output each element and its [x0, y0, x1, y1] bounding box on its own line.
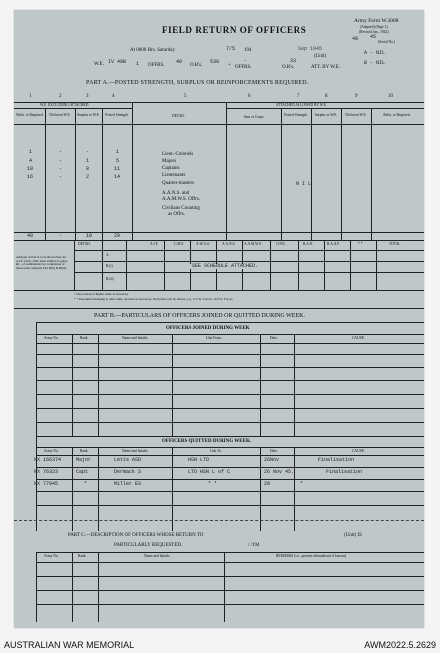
army-form-label: Army Form W.3008	[354, 18, 399, 24]
note-1: * Insert detail of higher ranks as necessary.	[74, 292, 129, 296]
offrs2-label: OFFRS.	[235, 65, 252, 70]
we-value: IV 40B	[108, 59, 127, 65]
form-title: FIELD RETURN OF OFFICERS	[162, 25, 307, 35]
offrs-value: 40	[176, 59, 183, 65]
unit-value: A - NIL	[364, 50, 386, 56]
plus-sign: +	[228, 63, 231, 68]
table-row: NX 77945 * Miller ES * * 29 *	[34, 481, 304, 487]
table-row: NX 76323 Capt Dermack S LTD HSN L of C 26 Nov 45. Finalisation	[34, 469, 363, 475]
rank-item: Captains	[162, 166, 180, 171]
part-b-heading: PART B.—PARTICULARS OF OFFICERS JOINED OR QUITTED DURING WEEK.	[94, 313, 305, 319]
we-excluding-label: W.E. EXCLUDING ATTACHED.	[40, 103, 90, 107]
offrs2-value: -	[244, 58, 248, 64]
part-c-unit-is: (Unit) IS	[344, 533, 362, 538]
part-c-heading: PART C.—DESCRIPTION OF OFFICERS WHOSE RETURN TO	[68, 533, 204, 538]
year-prefix: 194	[244, 48, 252, 53]
detail-label: DETAIL	[172, 114, 185, 118]
part-c-date-slot: / /194	[248, 543, 260, 548]
date-typed: 7/5	[226, 46, 236, 52]
table-row: NX 166374 Major Letts ASD HSN LTD 26Nov Finalisation	[34, 457, 355, 463]
table-row: 16 - 2 14	[27, 174, 121, 180]
we-label: W.E.	[94, 62, 104, 67]
nil-value: N I L	[296, 181, 312, 187]
rank-item: Civilians Counting	[162, 206, 200, 211]
form-sheet: Army Form W.3008 (Adapted) (Page 1) (Revised Jan., 1942) FIELD RETURN OF OFFICERS 48 45 (Serial No.) At 0600 Hrs. Saturday 7/5 194 Sep 1945 (Unit) A - NIL W.E. IV 40B 1 OFFRS. 40 O.R's. 539 + - OFFRS. 33 O.R's. ATT. BY W.E. B - NIL PART A.—POSTED STRENGTH, SURPLUS OR REINFORCEMENTS REQUIRED. 1 2 3 4 5 6 7 8 9 10 W.E. EXCLUDING ATTACHED. ATTACHED ALLOWED BY W.E. DETAIL Refts. to Required. Deficient W.E. Surplus to W.E. Posted Strength. Arm or Corps. Posted Strength. Surplus to W.E. Deficient W.E. Refts. to Required. Lieut.-Colonels Majors Captains Lieutenants Quarter-masters A.A.N.S. and A.A.M.W.S. Offrs. Civilians Counting as Offrs. 1 - - 1 4 - 1 5 19 - 8 11 16 - 2 14 N I L 40 - 10 29 DETAIL A.I.F. C.M.F. A.W.A.S. A.A.N.S. A.A.M.W.S. CIVIL R.A.N. R.A.A.F. * * TOTAL A. B.(i) B.(ii) Analysis of Part A to be shown here for A.I.F. Units. Only units entitled to gains, &c., of nominations for completion of those units complete Part B(ii) & B(iii). SEE SCHEDULE ATTACHED. * Insert detail of higher ranks as necessary. * * Personnel belonging to other units, attached as necessary. Particulars will be shown, e.g., 2/ U.K. Forces; 16 N.Z. Forces. PART B.—PARTICULARS OF OFFICERS JOINED OR QUITTED DURING WEEK. OFFICERS JOINED DURING WEEK Army No. Rank. Name and Initials. Unit From. Date. CAUSE. OFFICERS QUITTED DURING WEEK. Army No. Rank. Name and Initials. Unit To. Date. CAUSE. NX 166374 Major Letts ASD HSN LTD 26Nov Finalisation NX 76323 Capt Dermack S LTD HSN L of C 26 Nov 45. Finalisation NX 77945 * Miller ES * * 29 * PART C.—DESCRIPTION OF OFFICERS WHOSE RETURN TO (Unit) IS PARTICULARLY REQUESTED. / /194 Army No. Rank. Name and Initials. REMARKS (i.e., present whereabouts if known).	[14, 10, 424, 628]
ors2-value: 33	[290, 58, 297, 64]
ors2-label: O.R's.	[282, 65, 295, 70]
att-value: B - NIL	[364, 60, 386, 66]
note-2: * * Personnel belonging to other units, attached as necessary. Particulars will be shown, e.g., 2/ U.K. Forces; 16 N.Z. Forces.	[74, 297, 234, 301]
ors-label: O.R's.	[190, 63, 203, 68]
serial-label: (Serial No.)	[378, 40, 395, 44]
adapted-label: (Adapted) (Page 1)	[360, 25, 388, 29]
footer-left: AUSTRALIAN WAR MEMORIAL	[4, 640, 135, 650]
rank-item: Lieut.-Colonels	[162, 152, 194, 157]
we-num: 1	[136, 61, 140, 67]
table-row: 1 - - 1	[29, 149, 120, 155]
at-hrs-label: At 0600 Hrs. Saturday	[130, 48, 175, 53]
rank-item: as Offrs.	[168, 212, 186, 217]
analysis-side-note: Analysis of Part A to be shown here for A.I.F. Units. Only units entitled to gains, &c., of nominations for completion of those units complete Part B(ii) & B(iii).	[16, 255, 68, 271]
revised-label: (Revised Jan., 1942)	[359, 30, 389, 34]
rank-item: Lieutenants	[162, 173, 186, 178]
serial-value: 48	[352, 36, 359, 42]
quitted-heading: OFFICERS QUITTED DURING WEEK.	[162, 439, 252, 444]
att-label: ATT. BY W.E.	[311, 65, 341, 70]
rank-item: A.A.N.S. and	[162, 191, 190, 196]
sep-typed: Sep 1945	[298, 46, 323, 52]
ors-value: 539	[210, 59, 220, 65]
serial-value-2: 45	[370, 34, 377, 40]
rank-item: Majors	[162, 159, 177, 164]
rank-item: A.A.M.W.S. Offrs.	[162, 197, 200, 202]
table-row: 4 - 1 5	[29, 158, 120, 164]
part-a-heading: PART A.—POSTED STRENGTH, SURPLUS OR REINFORCEMENTS REQUIRED.	[86, 80, 309, 86]
footer-right: AWM2022.5.2629	[364, 640, 436, 650]
column-numbers: 1 2 3 4 5 6 7 8 9 10	[29, 94, 393, 99]
part-c-requested: PARTICULARLY REQUESTED.	[114, 543, 183, 548]
unit-label: (Unit)	[314, 54, 327, 59]
rank-item: Quarter-masters	[162, 181, 195, 186]
offrs-label: OFFRS.	[148, 63, 165, 68]
table-row: 19 - 8 11	[27, 166, 121, 172]
see-schedule: SEE SCHEDULE ATTACHED.	[192, 263, 259, 269]
joined-heading: OFFICERS JOINED DURING WEEK	[166, 326, 250, 331]
attached-allowed-label: ATTACHED ALLOWED BY W.E.	[276, 103, 327, 107]
